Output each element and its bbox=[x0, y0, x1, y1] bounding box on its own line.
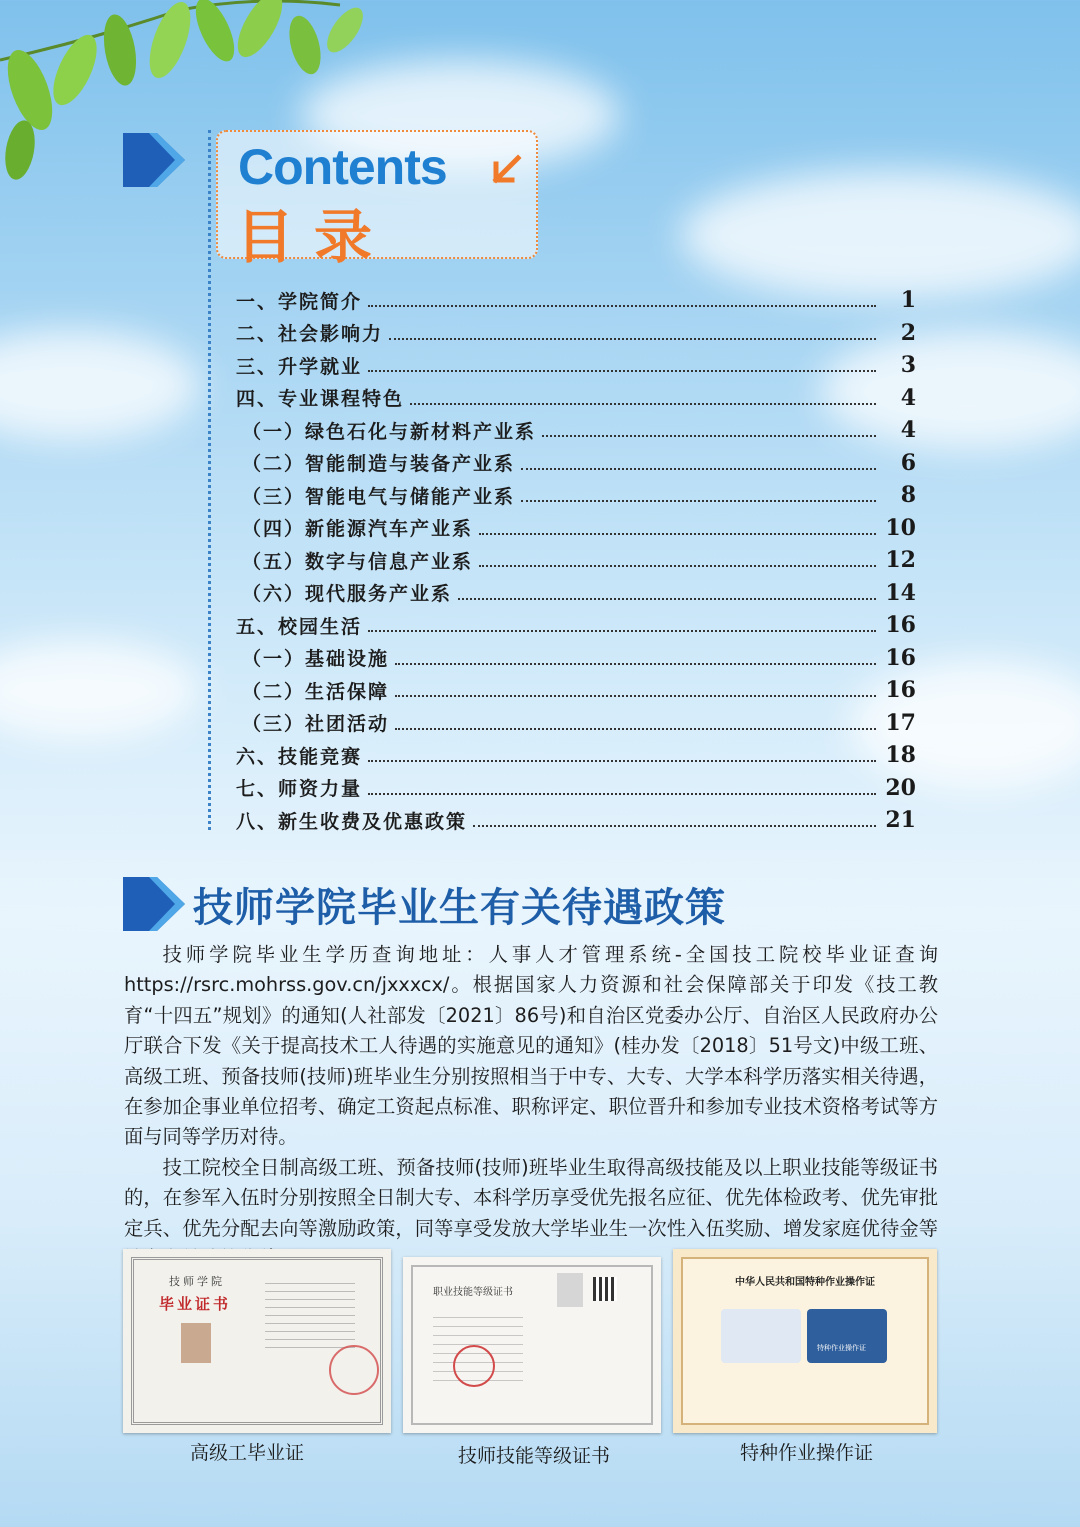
toc-entry-title: （六）现代服务产业系 bbox=[242, 583, 453, 606]
cloud bbox=[0, 640, 200, 740]
cert-caption: 技师技能等级证书 bbox=[458, 1445, 611, 1467]
toc-entry-page: 16 bbox=[885, 644, 916, 671]
toc-leader-dots bbox=[395, 695, 876, 697]
card-title: 特种作业操作证 bbox=[817, 1344, 866, 1352]
toc-entry-title: （二）智能制造与装备产业系 bbox=[242, 453, 516, 476]
toc-leader-dots bbox=[368, 370, 876, 372]
toc-leader-dots bbox=[368, 793, 876, 795]
toc-entry[interactable] bbox=[236, 382, 916, 415]
toc-leader-dots bbox=[458, 598, 876, 600]
section-title: 技师学院毕业生有关待遇政策 bbox=[193, 885, 726, 931]
toc-entry-page: 8 bbox=[900, 482, 916, 509]
cert-heading: 毕业证书 bbox=[159, 1295, 232, 1313]
toc-leader-dots bbox=[479, 565, 876, 567]
toc-entry[interactable] bbox=[236, 804, 916, 837]
toc-entry-title: 六、技能竞赛 bbox=[236, 745, 363, 768]
certificate-image-graduation bbox=[123, 1249, 391, 1433]
toc-leader-dots bbox=[521, 500, 876, 502]
contents-title-en: Contents bbox=[238, 139, 447, 195]
photo-placeholder bbox=[557, 1273, 583, 1307]
toc-entry-title: （四）新能源汽车产业系 bbox=[242, 518, 474, 541]
toc-entry-title: （五）数字与信息产业系 bbox=[242, 550, 474, 573]
toc-entry-page: 2 bbox=[900, 319, 916, 346]
contents-heading-box bbox=[216, 130, 538, 271]
contents-title-cn: 目录 bbox=[236, 203, 393, 271]
toc-entry-page: 10 bbox=[885, 514, 916, 541]
toc-entry[interactable] bbox=[236, 642, 916, 675]
cert-school-label: 技师学院 bbox=[169, 1275, 225, 1288]
certificate-image-skill-level bbox=[403, 1257, 661, 1433]
id-card-front bbox=[721, 1309, 801, 1363]
toc-entry[interactable] bbox=[236, 674, 916, 707]
cert-caption: 特种作业操作证 bbox=[740, 1442, 874, 1464]
toc-entry-title: 二、社会影响力 bbox=[236, 323, 384, 346]
certificate-image-special-operation bbox=[673, 1249, 937, 1433]
toc-entry-title: 八、新生收费及优惠政策 bbox=[236, 810, 468, 833]
toc-leader-dots bbox=[389, 338, 876, 340]
toc-entry-title: 七、师资力量 bbox=[236, 778, 363, 801]
cloud bbox=[0, 330, 200, 440]
toc-leader-dots bbox=[395, 663, 876, 665]
toc-entry-title: （二）生活保障 bbox=[242, 680, 390, 703]
toc-entry-page: 4 bbox=[900, 417, 916, 444]
toc-leader-dots bbox=[542, 435, 876, 437]
toc-entry[interactable] bbox=[236, 707, 916, 740]
section-marker-icon bbox=[123, 877, 185, 931]
table-of-contents bbox=[236, 284, 916, 837]
toc-entry[interactable] bbox=[236, 512, 916, 545]
toc-entry-title: （三）智能电气与储能产业系 bbox=[242, 485, 516, 508]
toc-entry-page: 6 bbox=[900, 449, 916, 476]
toc-entry[interactable] bbox=[236, 479, 916, 512]
toc-leader-dots bbox=[395, 728, 876, 730]
policy-paragraph: 技工院校全日制高级工班、预备技师(技师)班毕业生取得高级技能及以上职业技能等级证书的，在参军入伍时分别按照全日制大专、本科学历享受优先报名应征、优先体检政考、优先审批定兵、优先分配去向等激励政策，同等享受发放大学毕业生一次性入伍奖励、增发家庭优待金等 bbox=[124, 1155, 938, 1240]
toc-entry-page: 3 bbox=[900, 352, 916, 379]
policy-paragraph: 技师学院毕业生学历查询地址：人事人才管理系统-全国技工院校毕业证查询 https://rsrc.mohrss.gov.cn/jxxxcx/。根据国家人力资源和社会保障部关于印发《技工教育“十四五”规划》的通知(人社部发〔2021〕86号)和自治区党委办公厅、自治区人民政府办公厅联合下发《关于提高技术工人待遇的实施意见的通知》(桂办发〔2018〕51号文)中级工班、高级工班、预备技师(技师)班毕业生分别按照相当于中专、大专、大学本科学历落实相关待遇，在参加企事业单位招考、确定工资起点标准、职称评定、职位晋升和参加专业技术资格考试等方面与同等学历对待。 bbox=[124, 943, 938, 1149]
toc-entry[interactable] bbox=[236, 544, 916, 577]
stamp-icon bbox=[453, 1345, 495, 1387]
toc-entry-title: 三、升学就业 bbox=[236, 355, 363, 378]
toc-dotted-line bbox=[208, 130, 211, 830]
toc-entry-page: 12 bbox=[885, 547, 916, 574]
toc-entry-title: （一）基础设施 bbox=[242, 648, 390, 671]
qr-code-icon bbox=[593, 1277, 617, 1301]
toc-leader-dots bbox=[521, 468, 876, 470]
stamp-icon bbox=[329, 1345, 379, 1395]
toc-leader-dots bbox=[410, 403, 876, 405]
text-lines bbox=[265, 1283, 355, 1353]
toc-entry-title: （三）社团活动 bbox=[242, 713, 390, 736]
toc-leader-dots bbox=[479, 533, 876, 535]
contents-marker-icon bbox=[123, 133, 185, 187]
toc-entry-page: 4 bbox=[900, 384, 916, 411]
toc-entry[interactable] bbox=[236, 317, 916, 350]
policy-body-text bbox=[124, 940, 938, 1274]
toc-entry-title: 一、学院简介 bbox=[236, 290, 363, 313]
cert-heading: 职业技能等级证书 bbox=[433, 1287, 513, 1298]
arrow-down-left-icon bbox=[488, 154, 524, 190]
cert-heading: 中华人民共和国特种作业操作证 bbox=[735, 1277, 875, 1288]
toc-entry-page: 20 bbox=[885, 774, 916, 801]
toc-entry[interactable] bbox=[236, 349, 916, 382]
cert-caption: 高级工毕业证 bbox=[190, 1442, 305, 1464]
toc-leader-dots bbox=[368, 630, 876, 632]
toc-entry[interactable] bbox=[236, 772, 916, 805]
toc-entry-page: 16 bbox=[885, 612, 916, 639]
toc-entry-title: 四、专业课程特色 bbox=[236, 388, 405, 411]
toc-entry[interactable] bbox=[236, 577, 916, 610]
toc-entry-page: 18 bbox=[885, 742, 916, 769]
toc-leader-dots bbox=[473, 825, 876, 827]
toc-entry-page: 21 bbox=[885, 807, 916, 834]
toc-entry[interactable] bbox=[236, 414, 916, 447]
toc-entry-page: 17 bbox=[885, 709, 916, 736]
toc-leader-dots bbox=[368, 760, 876, 762]
toc-entry[interactable] bbox=[236, 447, 916, 480]
photo-placeholder bbox=[181, 1323, 211, 1363]
toc-entry-title: 五、校园生活 bbox=[236, 615, 363, 638]
toc-leader-dots bbox=[368, 305, 876, 307]
toc-entry[interactable] bbox=[236, 284, 916, 317]
toc-entry[interactable] bbox=[236, 609, 916, 642]
toc-entry-page: 1 bbox=[900, 287, 916, 314]
cloud bbox=[680, 170, 1080, 300]
toc-entry-page: 14 bbox=[885, 579, 916, 606]
toc-entry-title: （一）绿色石化与新材料产业系 bbox=[242, 420, 537, 443]
id-card-back bbox=[807, 1309, 887, 1363]
toc-entry[interactable] bbox=[236, 739, 916, 772]
toc-entry-page: 16 bbox=[885, 677, 916, 704]
